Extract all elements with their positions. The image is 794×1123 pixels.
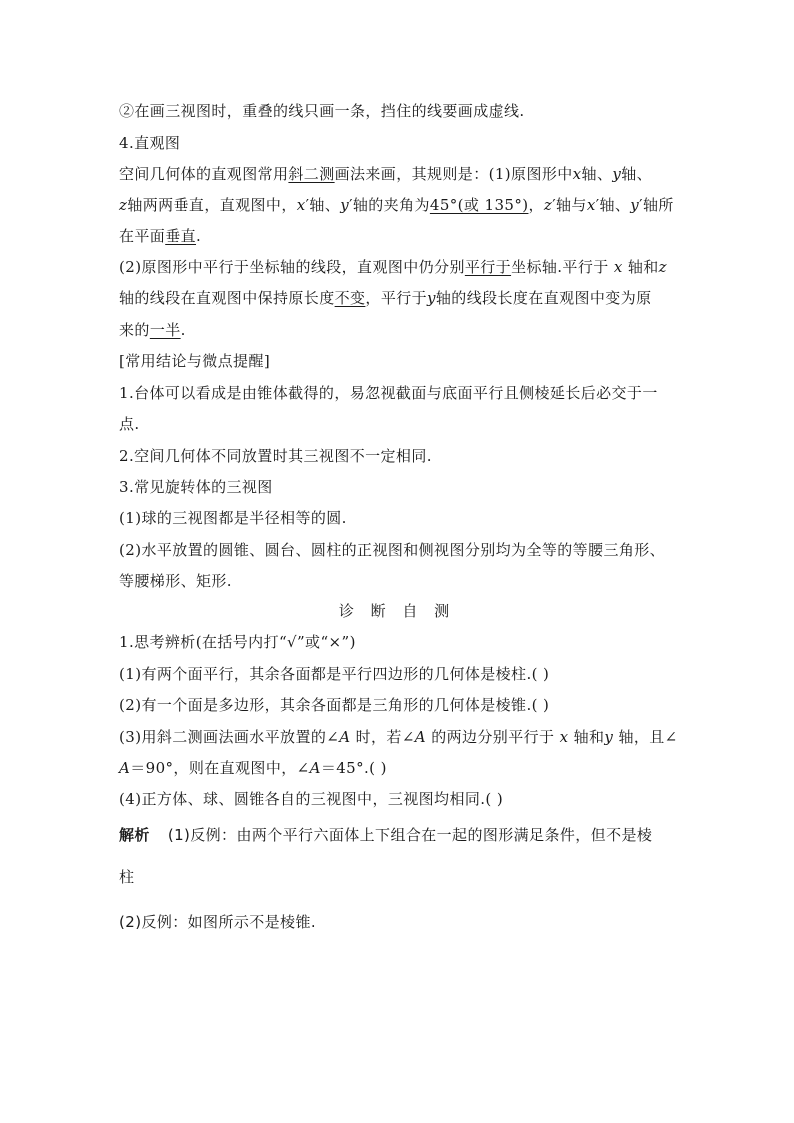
- tip-1-line-1: 1.台体可以看成是由锥体截得的，易忽视截面与底面平行且侧棱延长后必交于一: [119, 384, 658, 402]
- section-title-diagnosis: 诊 断 自 测: [338, 602, 456, 620]
- tip-2: 2.空间几何体不同放置时其三视图不一定相同.: [119, 447, 432, 465]
- answer-blank-half: 一半: [149, 321, 181, 339]
- rule-2-text: ②在画三视图时，重叠的线只画一条，挡住的线要画成虚线.: [119, 102, 525, 120]
- tip-3-1: (1)球的三视图都是半径相等的圆.: [119, 509, 347, 527]
- answer-blank-angle: 45°(或 135°): [429, 196, 529, 214]
- paragraph-1-line-2: z轴两两垂直，直观图中，x′轴、y′轴的夹角为45°(或 135°)，z′轴与x′轴、y′轴所: [119, 196, 674, 214]
- paragraph-1-line-1: 空间几何体的直观图常用斜二测画法来画，其规则是：(1)原图形中x轴、y轴、: [119, 165, 653, 183]
- tip-3: 3.常见旋转体的三视图: [119, 478, 273, 496]
- question-1-item-3-line-2: A＝90°，则在直观图中，∠A＝45°.( ): [119, 759, 387, 777]
- tip-1-line-2: 点.: [119, 415, 140, 433]
- answer-line-3: (2)反例：如图所示不是棱锥.: [119, 913, 317, 931]
- answer-label: 解析: [119, 826, 150, 844]
- paragraph-2-line-1: (2)原图形中平行于坐标轴的线段，直观图中仍分别平行于坐标轴.平行于 x 轴和z: [119, 258, 667, 276]
- question-1-item-3-line-1: (3)用斜二测画法画水平放置的∠A 时，若∠A 的两边分别平行于 x 轴和y 轴，且∠: [119, 728, 678, 746]
- paragraph-1-line-3: 在平面垂直.: [119, 227, 202, 245]
- question-1-item-1: (1)有两个面平行，其余各面都是平行四边形的几何体是棱柱.( ): [119, 665, 550, 683]
- answer-blank-unchanged: 不变: [334, 289, 366, 307]
- answer-line-2: 柱: [119, 868, 135, 886]
- question-1-item-4: (4)正方体、球、圆锥各自的三视图中，三视图均相同.( ): [119, 790, 504, 808]
- tips-heading: [常用结论与微点提醒]: [119, 352, 271, 370]
- answer-blank-oblique-method: 斜二测: [288, 165, 335, 183]
- answer-blank-perpendicular: 垂直: [165, 227, 197, 245]
- answer-line-1: 解析 (1)反例：由两个平行六面体上下组合在一起的图形满足条件，但不是棱: [119, 826, 653, 844]
- section-heading-oblique-view: 4.直观图: [119, 134, 181, 152]
- question-1-prompt: 1.思考辨析(在括号内打“√”或“×”): [119, 633, 356, 651]
- paragraph-2-line-2: 轴的线段在直观图中保持原长度不变，平行于y轴的线段长度在直观图中变为原: [119, 289, 652, 307]
- answer-blank-parallel: 平行于: [464, 258, 512, 276]
- tip-3-2-line-2: 等腰梯形、矩形.: [119, 572, 232, 590]
- tip-3-2-line-1: (2)水平放置的圆锥、圆台、圆柱的正视图和侧视图分别均为全等的等腰三角形、: [119, 541, 666, 559]
- paragraph-2-line-3: 来的一半.: [119, 321, 186, 339]
- question-1-item-2: (2)有一个面是多边形，其余各面都是三角形的几何体是棱锥.( ): [119, 696, 550, 714]
